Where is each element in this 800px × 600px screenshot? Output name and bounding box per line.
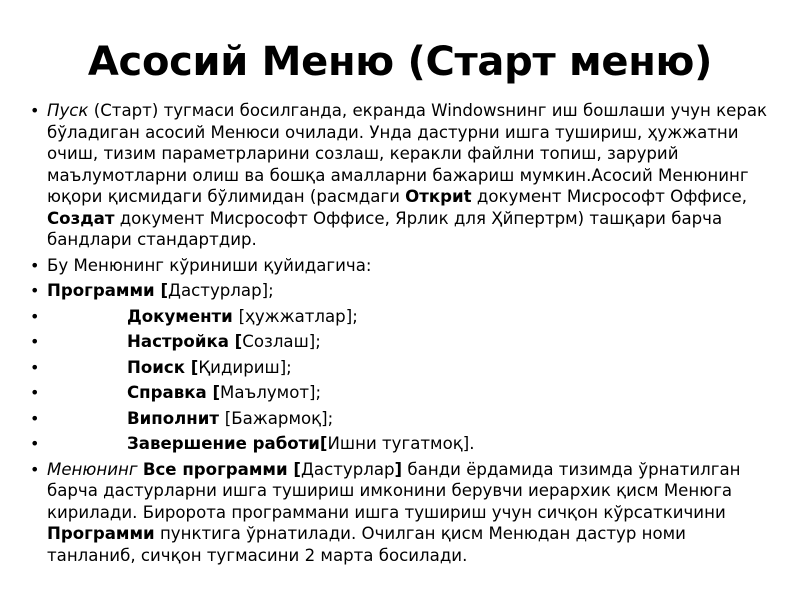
bullet-text [47, 281, 274, 300]
term-programmi: Программи [47, 524, 155, 543]
bullet-text [47, 460, 740, 565]
bullet-item-vipolnit [30, 408, 775, 430]
bullet-text [47, 357, 775, 379]
bullet-item-spravka [30, 382, 775, 404]
bullet-text [47, 433, 775, 455]
menu-translation: Дастурлар]; [168, 281, 274, 300]
text-segment: документ Мисрософт Оффисе, Ярлик для Ҳйпертрм) ташқари барча бандлари стандартдир. [47, 208, 723, 249]
bullet-marker: • [30, 306, 40, 326]
bullet-marker: • [30, 255, 40, 275]
bullet-marker: • [30, 408, 40, 428]
bullet-item-all-programs [30, 459, 775, 567]
text-segment: (Старт) тугмаси босилганда, екранда Windowsнинг иш бошлаши учун керак бўладиган асосий Менюси очилади. Унда дастурни ишга тушириш, ҳужжатни очиш, тизим параметрларини созлаш, керакли файлни топиш, зарурий маълумотларни олиш ва бошқа амалларни бажариш мумкин.Асосий Менюнинг юқори қисмидаги бўлимидан (расмдаги [47, 101, 768, 206]
menu-term: Документи [127, 306, 239, 326]
menu-translation: Маълумот]; [220, 383, 322, 402]
bullet-text [47, 331, 775, 353]
bullet-marker: • [30, 101, 40, 120]
term-sozdat: Создат [47, 208, 115, 228]
term-vse-programmi: Все программи [ [142, 459, 301, 479]
term-menyuning: Менюнинг [47, 459, 138, 479]
bullet-text [47, 101, 767, 249]
bullet-marker: • [30, 332, 40, 351]
bullet-item-dokumenti [30, 306, 775, 328]
text-segment: документ Мисрософт Оффисе, [471, 187, 747, 206]
term-pusk: Пуск [47, 101, 89, 120]
menu-term: Завершение работи[ [127, 434, 328, 453]
bullet-item-zavershenie [30, 433, 775, 455]
bullet-text: Бу Менюнинг кўриниши қуйидагича: [47, 255, 372, 275]
bullet-item-nastroyka [30, 331, 775, 353]
bullet-text [47, 306, 775, 328]
menu-term: Программи [ [47, 281, 169, 300]
menu-translation: Қидириш]; [198, 357, 292, 377]
menu-translation: [Бажармоқ]; [224, 408, 334, 428]
menu-term: Настройка [ [127, 332, 243, 351]
bullet-text [47, 382, 775, 404]
bullet-text [47, 408, 775, 430]
bullet-marker: • [30, 434, 40, 453]
menu-term: Виполнит [127, 408, 225, 428]
term-otkrit: Откриt [405, 187, 472, 206]
menu-translation: Ишни тугатмоқ]. [327, 434, 475, 453]
text-segment: ] [394, 459, 403, 479]
slide-content [30, 100, 775, 570]
text-segment: банди ёрдамида тизимда ўрнатилган барча дастурларни ишга тушириш имконини берувчи иерархик қисм Менюга кирилади. Биророта программани ишга тушириш учун сичқон кўрсаткичини [47, 459, 741, 522]
bullet-marker: • [30, 281, 40, 300]
bullet-item-poisk [30, 357, 775, 379]
text-segment: пунктига ўрнатилади. Очилган қисм Менюдан дастур номи танланиб, сичқон тугмасини 2 марта босилади. [47, 524, 686, 565]
menu-translation: [ҳужжатлар]; [238, 306, 358, 326]
slide-title: Асосий Меню (Старт меню) [87, 39, 713, 85]
text-segment: Дастурлар [300, 459, 395, 479]
bullet-item-programmi [30, 280, 775, 302]
bullet-item-start-description [30, 100, 775, 251]
menu-translation: Созлаш]; [242, 332, 321, 351]
bullet-marker: • [30, 357, 40, 377]
bullet-item-menu-view [30, 255, 775, 277]
bullet-marker: • [30, 459, 40, 479]
bullet-marker: • [30, 383, 40, 402]
menu-term: Справка [ [127, 383, 221, 402]
menu-term: Поиск [ [127, 357, 199, 377]
